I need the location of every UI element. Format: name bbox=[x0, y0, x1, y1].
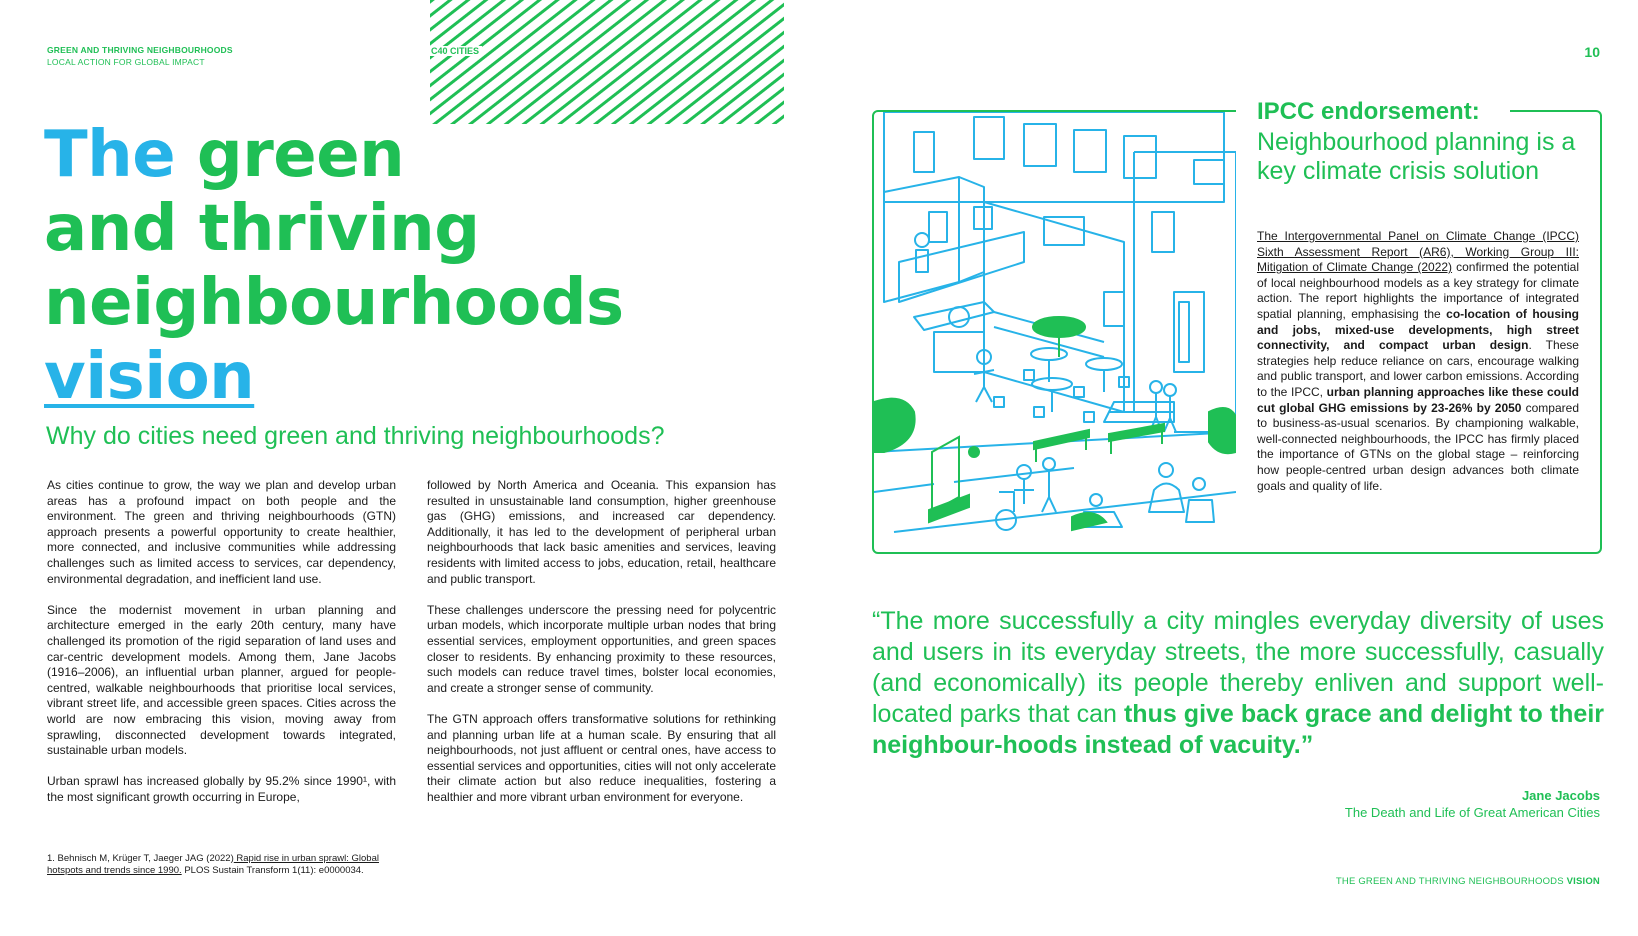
paragraph: Since the modernist movement in urban planning and architecture emerged in the early 20th century, many have challenged its promotion of the rigid separation of land uses and car-centric development models. Among them, Jane Jacobs (1916–2006), an influential urban planner, argued for people-centred, walkable neighbourhoods that prioritise local services, vibrant street life, and accessible green spaces. Cities across the world are now embracing this vision, moving away from sprawling, disconnected development towards integrated, sustainable urban models. bbox=[47, 602, 396, 758]
footer-text: THE GREEN AND THRIVING NEIGHBOURHOODS bbox=[1335, 876, 1567, 887]
footer-emphasis: VISION bbox=[1566, 876, 1600, 887]
footnote-prefix: 1. Behnisch M, Krüger T, Jaeger JAG (2022) bbox=[47, 853, 234, 864]
ipcc-body bbox=[1257, 229, 1579, 494]
ipcc-emphasis: co-location of housing and jobs, mixed-use developments, high street connectivity, and compact urban design bbox=[1257, 306, 1579, 353]
body-column-2 bbox=[427, 478, 776, 821]
page-number: 10 bbox=[1584, 44, 1600, 60]
body-column-1 bbox=[47, 478, 396, 821]
ipcc-text: confirmed the potential of local neighbourhood models as a key strategy for climate action. The report highlights the importance of integrated spatial planning, emphasising the bbox=[1257, 260, 1579, 321]
ipcc-heading: IPCC endorsement: bbox=[1257, 98, 1480, 125]
quote-author: Jane Jacobs bbox=[1521, 788, 1600, 803]
hatch-pattern bbox=[430, 0, 784, 124]
header-tagline: LOCAL ACTION FOR GLOBAL IMPACT bbox=[47, 57, 205, 67]
title-word-green: green bbox=[196, 118, 405, 192]
neighbourhood-illustration bbox=[874, 112, 1236, 552]
page-footer bbox=[1100, 876, 1600, 887]
ipcc-text: . These strategies help reduce reliance on cars, encourage walking and public transport, and lower carbon emissions. According to the IPCC, bbox=[1257, 338, 1579, 399]
page-subtitle: Why do cities need green and thriving neighbourhoods? bbox=[46, 422, 665, 450]
ipcc-emphasis: urban planning approaches like these could cut global GHG emissions by 23-26% by 2050 bbox=[1257, 384, 1579, 415]
quote-emphasis: thus give back grace and delight to their neighbour-hoods instead of vacuity.” bbox=[872, 700, 1605, 759]
ipcc-text: compared to business-as-usual scenarios. By championing walkable, well-connected neighbourhoods, the IPCC has firmly placed the importance of GTNs on the global stage – reinforcing how people-centred urban design advances both climate goals and quality of life. bbox=[1257, 400, 1579, 493]
title-line-2: and thriving bbox=[44, 192, 480, 266]
quote-source: The Death and Life of Great American Cities bbox=[1344, 805, 1600, 820]
title-line-3: neighbourhoods bbox=[44, 266, 624, 340]
footnote bbox=[47, 853, 407, 877]
paragraph: Urban sprawl has increased globally by 95.2% since 1990¹, with the most significant growth occurring in Europe, bbox=[47, 774, 396, 804]
quote-text: “The more successfully a city mingles everyday diversity of uses and users in its everyday streets, the more successfully, casually (and economically) its people thereby enliven and support well-located parks that can bbox=[872, 607, 1604, 728]
header-title: GREEN AND THRIVING NEIGHBOURHOODS bbox=[47, 45, 233, 55]
ipcc-subheading: Neighbourhood planning is a key climate crisis solution bbox=[1257, 128, 1576, 185]
page-title bbox=[44, 118, 764, 414]
paragraph: The GTN approach offers transformative solutions for rethinking and planning urban life at a human scale. By ensuring that all neighbourhoods, not just affluent or central ones, have access to essential services and opportunities, cities will not only accelerate their climate action but also reduce inequalities, fostering a healthier and more vibrant urban environment for everyone. bbox=[427, 711, 776, 804]
footnote-suffix: PLOS Sustain Transform 1(11): e0000034. bbox=[181, 865, 364, 876]
paragraph: As cities continue to grow, the way we plan and develop urban areas has a profound impact on both people and the environment. The green and thriving neighbourhoods (GTN) approach presents a powerful opportunity to create healthier, more connected, and inclusive communities while addressing challenges such as limited access to services, car dependency, environmental degradation, and inefficient land use. bbox=[47, 478, 396, 586]
footnote-link[interactable]: Rapid rise in urban sprawl: Global hotspots and trends since 1990. bbox=[47, 853, 379, 876]
pull-quote bbox=[872, 606, 1604, 761]
title-word-the: The bbox=[44, 118, 176, 192]
org-label: C40 CITIES bbox=[428, 46, 482, 56]
ipcc-report-link[interactable]: The Intergovernmental Panel on Climate Change (IPCC) Sixth Assessment Report (AR6), Working Group III: Mitigation of Climate Change (2022) bbox=[1257, 229, 1579, 275]
title-word-vision: vision bbox=[44, 340, 255, 414]
paragraph: These challenges underscore the pressing need for polycentric urban models, which incorporate multiple urban nodes that bring essential services, employment opportunities, and green spaces closer to residents. By enhancing proximity to these resources, such models can reduce travel times, bolster local economies, and create a stronger sense of community. bbox=[427, 602, 776, 695]
paragraph: followed by North America and Oceania. This expansion has resulted in unsustainable land consumption, higher greenhouse gas (GHG) emissions, and increased car dependency. Additionally, it has led to the development of peripheral urban neighbourhoods that lack basic amenities and services, leaving residents with limited access to jobs, education, retail, healthcare and public transport. bbox=[427, 478, 776, 586]
